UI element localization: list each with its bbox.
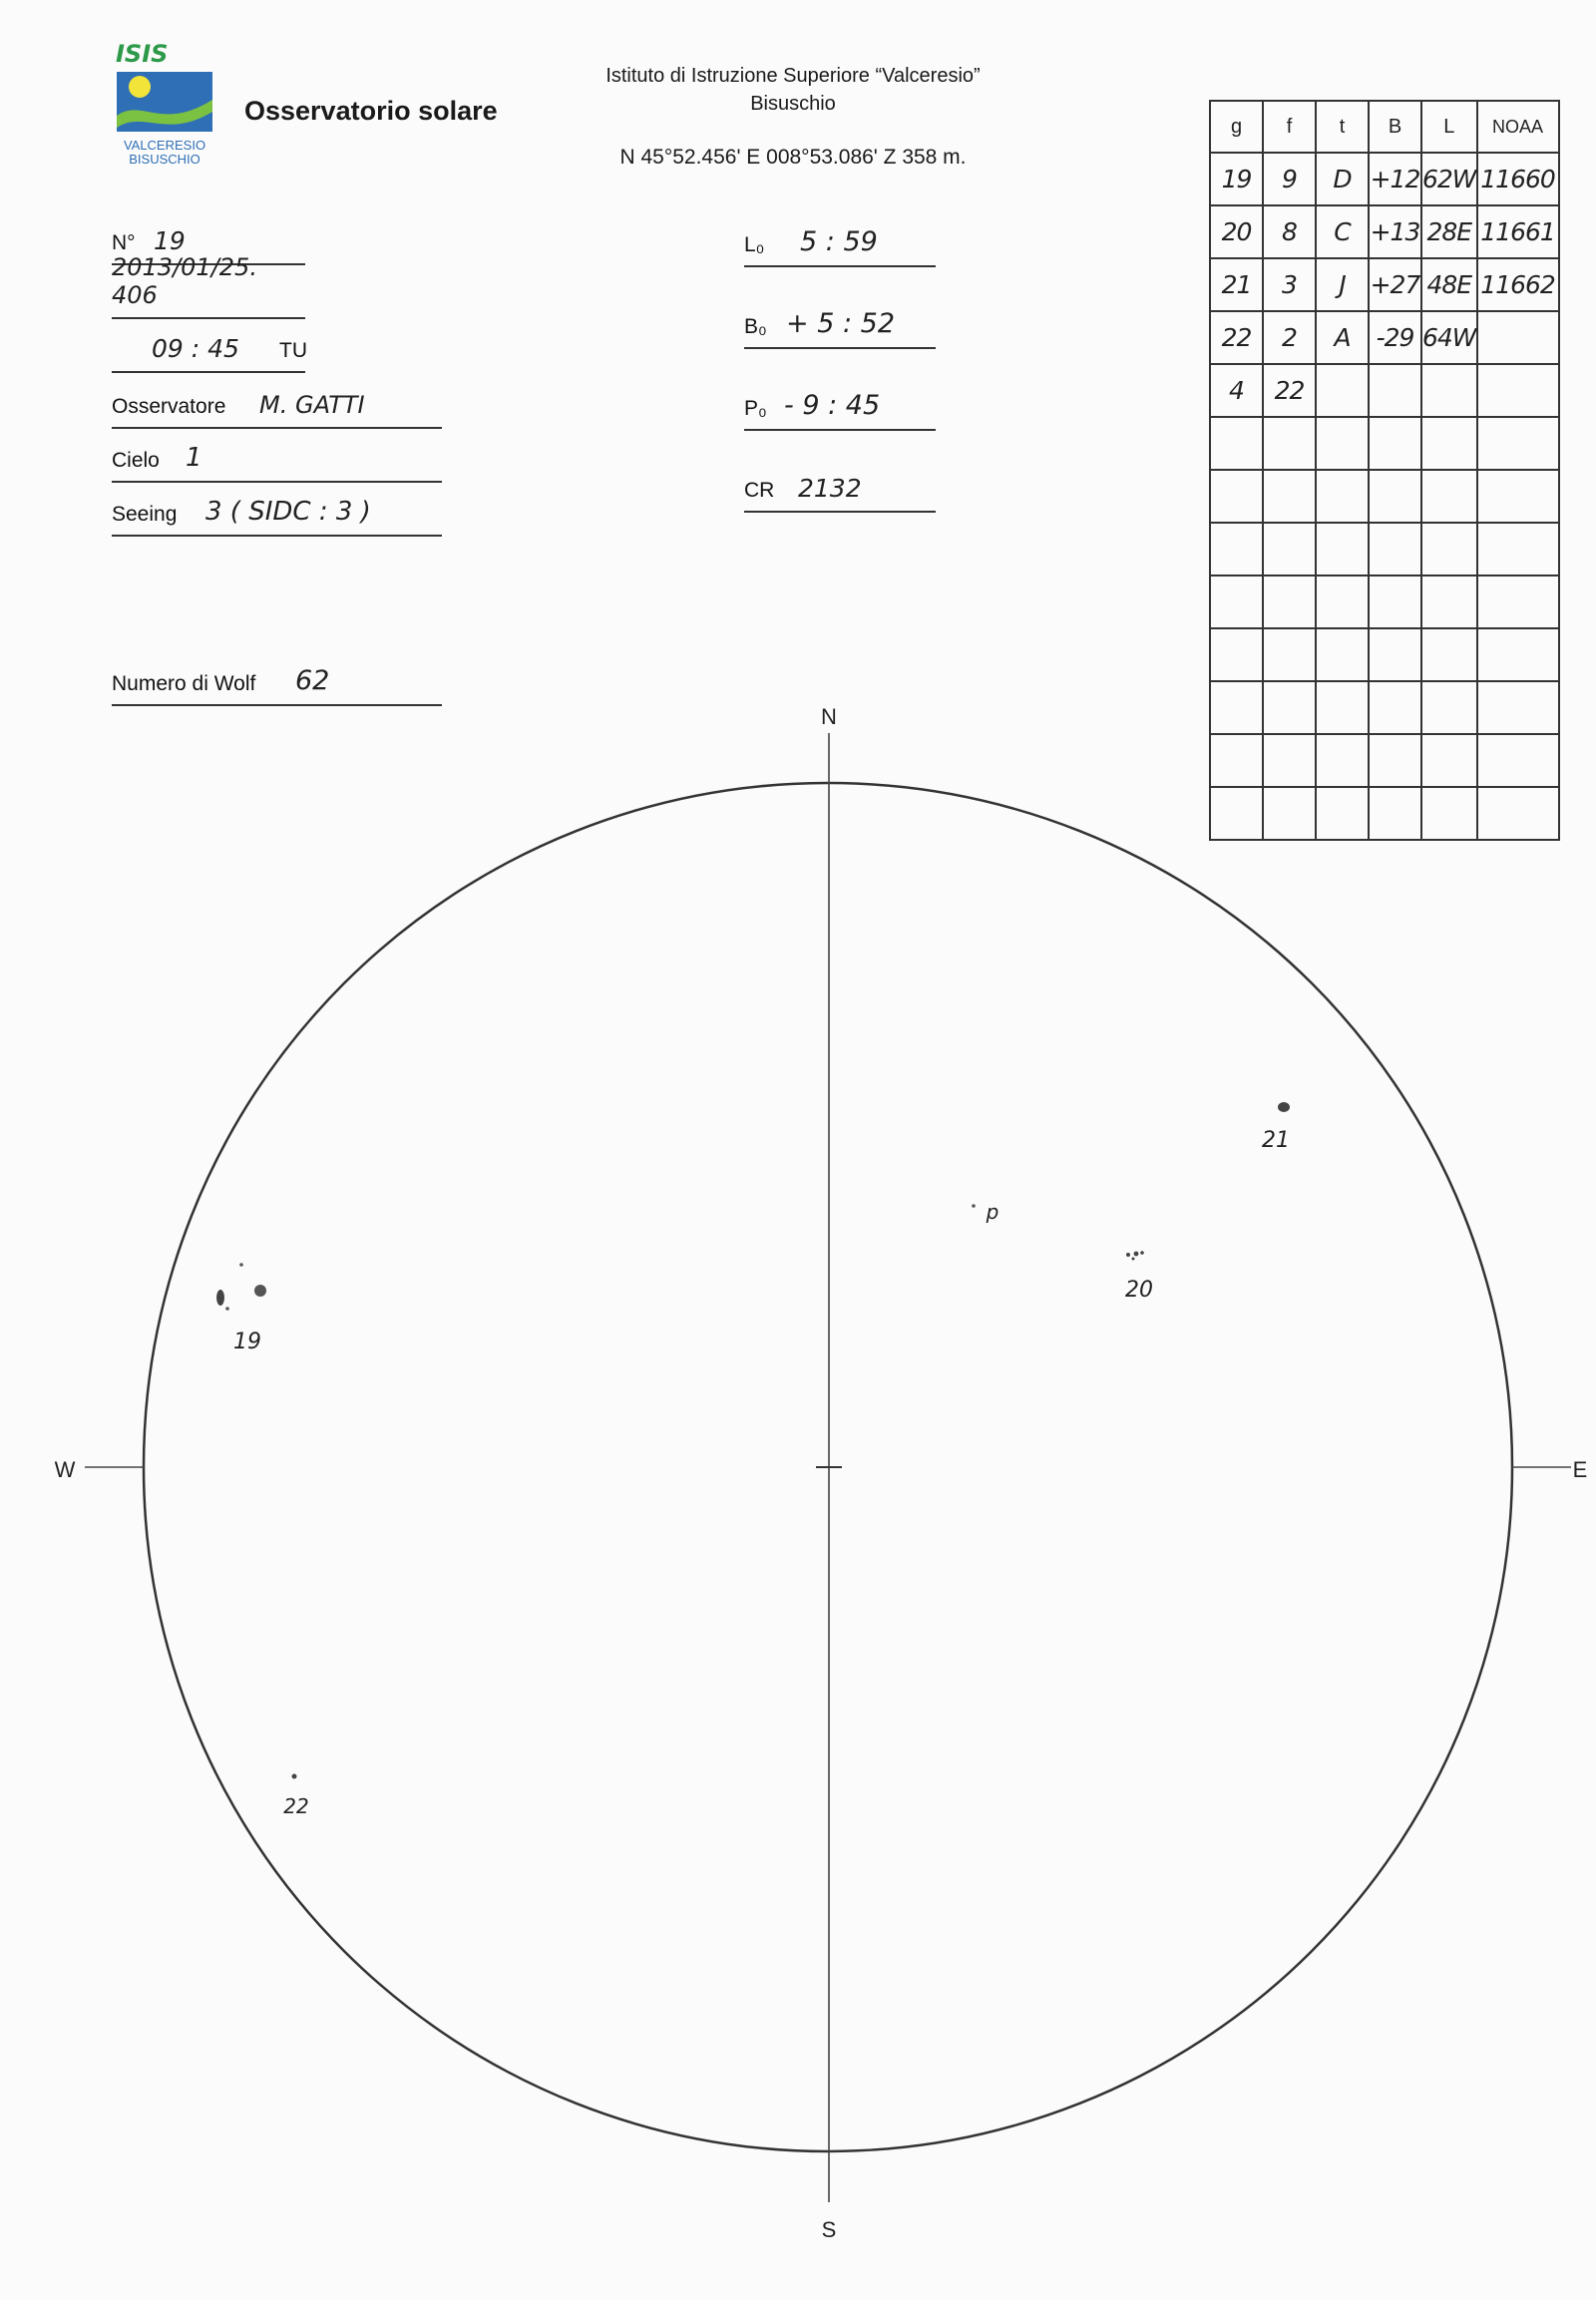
l0-label: L₀	[744, 233, 765, 256]
total-spots-cell: 22	[1263, 364, 1316, 417]
group-21-label: 21	[1262, 1128, 1290, 1153]
wolf-number-value: 62	[295, 665, 330, 696]
time-unit-label: TU	[279, 339, 307, 362]
cr-label: CR	[744, 479, 775, 502]
east-label: E	[1572, 1457, 1588, 1482]
table-cell: 19	[1210, 153, 1263, 205]
logo-subtitle-2: BISUSCHIO	[129, 152, 200, 167]
table-cell: 11661	[1477, 205, 1559, 258]
time-value: 09 : 45	[152, 334, 239, 363]
logo-text: ISIS	[116, 40, 169, 68]
table-cell: +27	[1369, 258, 1421, 311]
table-cell: 48E	[1421, 258, 1477, 311]
seeing-value: 3 ( SIDC : 3 )	[205, 497, 371, 527]
header-g: g	[1210, 101, 1263, 153]
institute-line-2: Bisuschio	[750, 93, 836, 115]
sunspot-group-20	[1125, 1251, 1153, 1303]
pore-p	[972, 1200, 998, 1224]
observer-label: Osservatore	[112, 395, 226, 418]
table-cell: 11660	[1477, 153, 1559, 205]
table-cell: 22	[1210, 311, 1263, 364]
l0-value: 5 : 59	[800, 226, 878, 257]
table-cell: 28E	[1421, 205, 1477, 258]
table-cell: C	[1316, 205, 1369, 258]
wolf-number-label: Numero di Wolf	[112, 672, 256, 695]
group-22-label: 22	[283, 1794, 309, 1818]
observer-value: M. GATTI	[259, 391, 365, 419]
sunspot-group-21	[1262, 1102, 1290, 1153]
sunspot-group-19	[216, 1263, 266, 1354]
table-cell: -29	[1369, 311, 1421, 364]
observation-number-value: 19	[154, 226, 186, 255]
table-cell: 62W	[1421, 153, 1477, 205]
header-b: B	[1369, 101, 1421, 153]
table-cell: 8	[1263, 205, 1316, 258]
table-cell: 2	[1263, 311, 1316, 364]
table-cell: 64W	[1421, 311, 1477, 364]
group-20-label: 20	[1125, 1278, 1153, 1303]
observation-number-label: N°	[112, 231, 136, 254]
logo-subtitle-1: VALCERESIO	[123, 138, 206, 153]
header-l: L	[1421, 101, 1477, 153]
site-coordinates: N 45°52.456' E 008°53.086' Z 358 m.	[619, 146, 967, 169]
sky-label: Cielo	[112, 449, 160, 472]
table-cell: 3	[1263, 258, 1316, 311]
north-label: N	[821, 704, 837, 729]
table-cell: 9	[1263, 153, 1316, 205]
group-19-label: 19	[233, 1330, 261, 1354]
header-f: f	[1263, 101, 1316, 153]
p0-label: P₀	[744, 397, 767, 420]
pore-label: p	[986, 1200, 999, 1224]
header-noaa: NOAA	[1477, 101, 1559, 153]
south-label: S	[821, 2217, 837, 2242]
b0-label: B₀	[744, 315, 767, 338]
table-cell: J	[1316, 258, 1369, 311]
total-groups-cell: 4	[1210, 364, 1263, 417]
b0-value: + 5 : 52	[786, 308, 896, 339]
sunspot-group-22	[283, 1774, 308, 1819]
p0-value: - 9 : 45	[784, 390, 881, 421]
header-t: t	[1316, 101, 1369, 153]
cr-value: 2132	[798, 474, 862, 503]
sky-value: 1	[186, 443, 202, 473]
table-cell: A	[1316, 311, 1369, 364]
institute-line-1: Istituto di Istruzione Superiore “Valceresio”	[605, 65, 981, 87]
table-cell: +12	[1369, 153, 1421, 205]
seeing-label: Seeing	[112, 503, 178, 526]
table-cell: 21	[1210, 258, 1263, 311]
page-title: Osservatorio solare	[244, 96, 498, 126]
table-cell: +13	[1369, 205, 1421, 258]
date-value: 2013/01/25. 406	[112, 253, 257, 309]
table-cell: 11662	[1477, 258, 1559, 311]
west-label: W	[54, 1457, 76, 1482]
table-cell: 20	[1210, 205, 1263, 258]
table-cell: D	[1316, 153, 1369, 205]
